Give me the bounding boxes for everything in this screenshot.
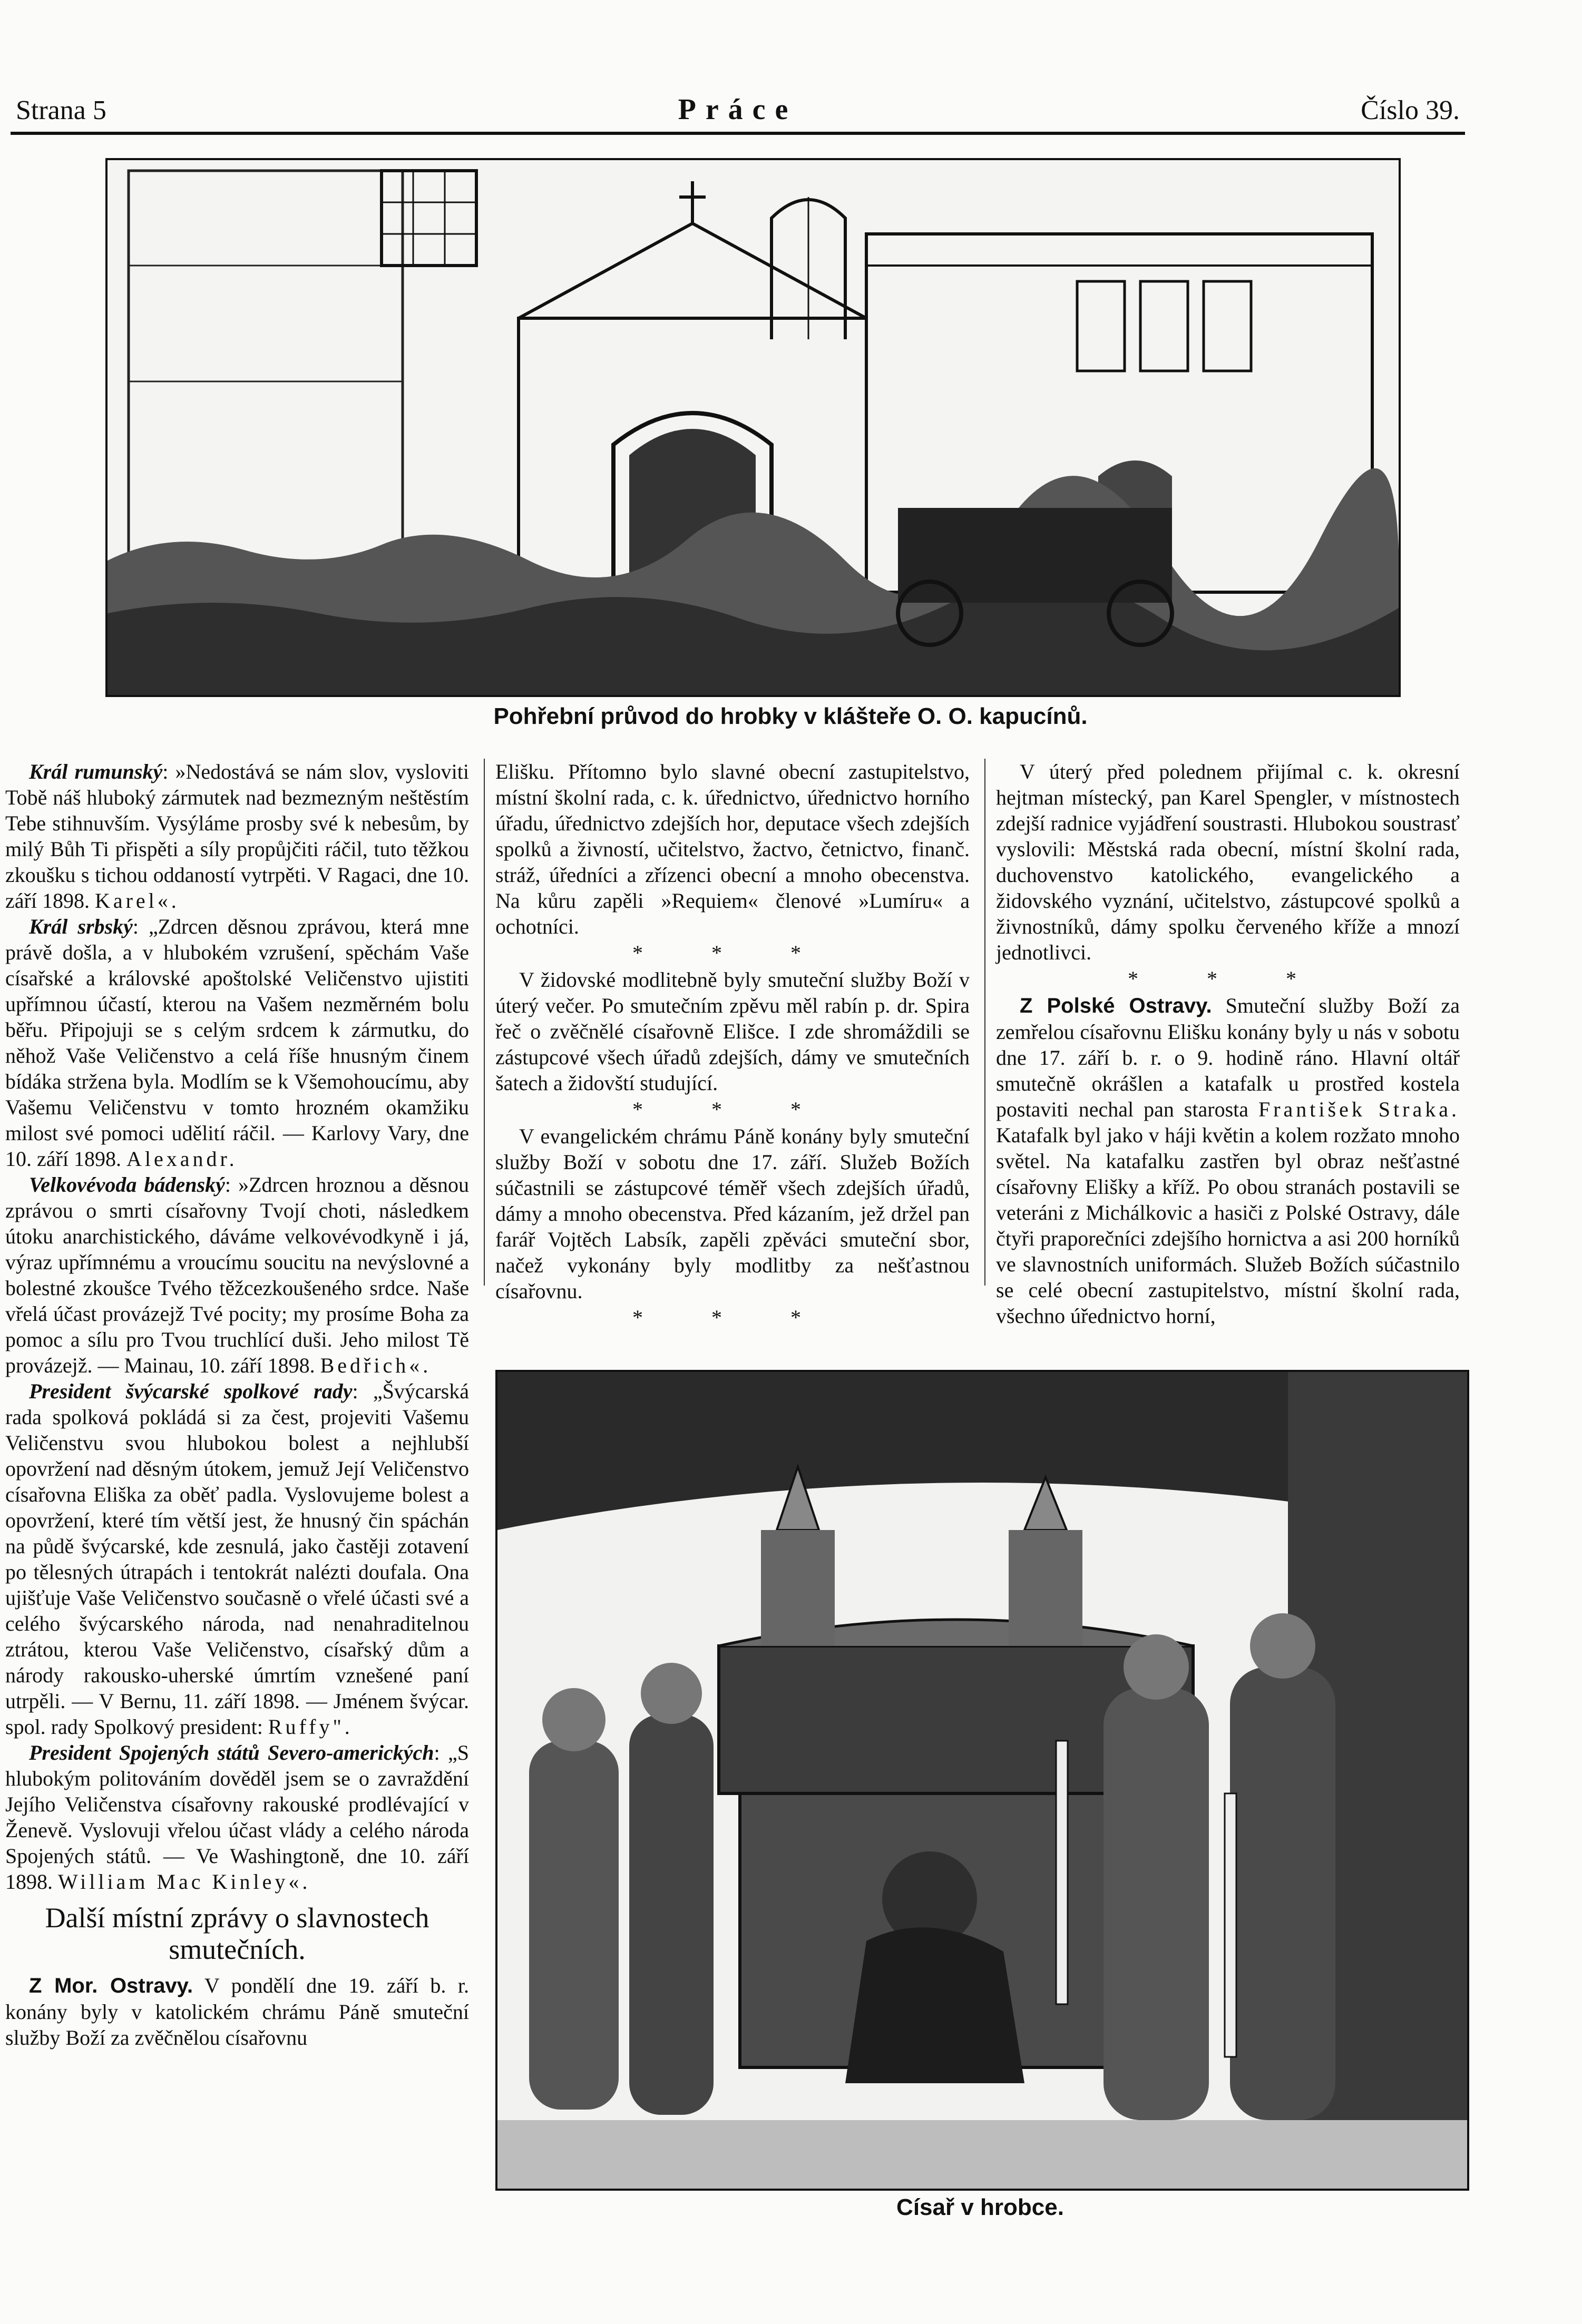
separator-stars: * * * (1128, 967, 1328, 991)
top-figure-caption: Pohřební průvod do hrobky v klášteře O. O. kapucínů. (493, 703, 1088, 729)
newspaper-title: Práce (678, 93, 798, 126)
signature: Ruffy". (268, 1715, 353, 1739)
sender-name: Velkovévoda bádenský (29, 1173, 225, 1197)
sender-name: Král rumunský (29, 760, 163, 783)
signature: Bedřich«. (320, 1354, 432, 1377)
funeral-procession-illustration (105, 158, 1401, 697)
paragraph: V evangelickém chrámu Páně konány byly smuteční služby Boží v sobotu dne 17. září. Služeb Božích súčastnili se zástupcové téměř všech zdejších úřadů, dámy a mnoho obecenstva. Před kázaním, jež držel pan farář Vojtěch Labsík, zapěli zpěváci smuteční sbor, načež vykonány byly modlitby za nešťastnou císařovnu. (495, 1124, 970, 1303)
separator-stars: * * * (632, 1097, 833, 1121)
paragraph: Král srbský: „Zdrcen děsnou zprávou, která mne právě došla, a v hlubokém vzrušení, spěchám Vaše císařské a královské apoštolské Veličenstvo ujistiti upřímnou účastí, kterou na Vašem nezměrném bolu běřu. Připojuji se s celým srdcem k zármutku, do něhož Vaše Veličenstvo a celá říše hnusným činem bídáka stržena byla. Modlím se k Všemohoucímu, aby Vašemu Veličenstvu v tomto hrozném okamžiku milost své pomoci udělití ráčil. — Karlovy Vary, dne 10. září 1898. Alexandr. (5, 915, 469, 1171)
church-drawing (108, 160, 1399, 695)
issue-number: Číslo 39. (1361, 95, 1460, 125)
signature: William Mac Kinley«. (58, 1870, 311, 1894)
sender-name: President švýcarské spolkové rady (29, 1379, 353, 1403)
page-number: Strana 5 (16, 95, 106, 125)
paragraph: Král rumunský: »Nedostává se nám slov, vysloviti Tobě náš hluboký zármutek nad bezmezným neštěstím Tebe stihnuvším. Vysýláme prosby své k nebesům, by milý Bůh Ti přispěti a síly propůjčiti ráčil, tuto těžkou zkoušku s tichou oddaností vytrpěti. V Ragaci, dne 10. září 1898. Karel«. (5, 760, 469, 913)
crypt-drawing (497, 1372, 1467, 2189)
column-3 (996, 759, 1460, 1329)
emperor-in-crypt-illustration (495, 1370, 1469, 2191)
sender-name: Král srbský (29, 915, 133, 938)
separator-stars: * * * (632, 941, 833, 965)
paragraph: Z Mor. Ostravy. V pondělí dne 19. září b. r. konány byly v katolickém chrámu Páně smuteční služby Boží za zvěčnělou císařovnu (5, 1974, 470, 2050)
column-divider (984, 759, 985, 1286)
paragraph: Elišku. Přítomno bylo slavné obecní zastupitelstvo, místní školní rada, c. k. úřednictvo, úřednictvo horního úřadu, úřednictvo zdejších hor, deputace všech zdejších spolků a živností, učitelstvo, žactvo, četnictvo, finanč. stráž, úředníci a zřízenci obecní a mnoho obecenstva. Na kůru zapěli »Requiem« členové »Lumíru« a ochotníci. (495, 760, 970, 938)
sender-name: President Spojených států Severo-amerických (29, 1741, 434, 1764)
paragraph: Velkovévoda bádenský: »Zdrcen hroznou a děsnou zprávou o smrti císařovny Tvojí choti, následkem útoku anarchistického, dáváme velkovévodkyně i já, výraz upřímnému a vroucímu soucitu na nevýslovné a bolestné zkoušce Tvého těžcezkoušeného srdce. Naše vřelá účast provázejž Tvé pocity; my prosíme Boha za pomoc a sílu pro Tvou truchlící duši. Jeho milost Tě provázejž. — Mainau, 10. září 1898. Bedřich«. (5, 1173, 469, 1377)
column-divider (484, 759, 485, 1286)
page-header (11, 90, 1465, 135)
signature: Alexandr. (126, 1147, 238, 1171)
bottom-figure-caption: Císař v hrobce. (896, 2194, 1064, 2220)
paragraph: V úterý před polednem přijímal c. k. okresní hejtman místecký, pan Karel Spengler, v místnostech zdejší radnice vyjádření soustrasti. Hlubokou soustrasť vyslovili: Městská rada obecní, místní školní rada, duchovenstvo katolického, evangelického a židovského vyznání, učitelstvo, zástupcové spolků a živnostníků, dámy spolku červeného kříže a mnozí jednotlivci. (996, 760, 1460, 964)
signature: Karel«. (94, 889, 180, 913)
place-name: Z Mor. Ostravy. (29, 1974, 193, 1997)
paragraph: President Spojených států Severo-amerických: „S hlubokým politováním dověděl jsem se o zavraždění Jejího Veličenstva císařovny rakouské prodlévající v Ženevě. Vyslovuji vřelou účast vlády a celého národa Spojených států. — Ve Washingtoně, dne 10. září 1898. William Mac Kinley«. (5, 1741, 469, 1894)
section-heading: Další místní zprávy o slavnostech smutečních. (45, 1902, 429, 1965)
paragraph: President švýcarské spolkové rady: „Švýcarská rada spolková pokládá si za čest, projeviti Vašemu Veličenstvu svou hlubokou bolest a nejhlubší opovržení nad děsným útokem, jemuž Její Veličenstvo císařovna Eliška za oběť padla. Vyslovujeme bolest a opovržení, které tím větší jest, že hnusný čin spáchán na půdě švýcarské, kde zesnulá, jako častěji zotavení po tělesných útrapách i tentokrát nalézti doufala. Ona ujišťuje Vaše Veličenstvo současně o vřelé účasti své a celého švýcarského národa, nad nenahraditelnou ztrátou, kterou Vaše Veličenstvo, císařský dům a národy rakousko-uherské úmrtím vznešené paní utrpěli. — V Bernu, 11. září 1898. — Jménem švýcar. spol. rady Spolkový president: Ruffy". (5, 1379, 469, 1739)
column-2 (495, 759, 970, 1331)
paragraph: V židovské modlitebně byly smuteční služby Boží v úterý večer. Po smutečním zpěvu měl rabín p. dr. Spira řeč o zvěčnělé císařovně Elišce. I zde shromáždili se zástupcové všech úřadů zdejších, dámy ve smutečních šatech a židovští studující. (495, 968, 970, 1095)
place-name: Z Polské Ostravy. (1020, 994, 1212, 1017)
column-1 (5, 759, 469, 2051)
person-name: František Straka. (1258, 1097, 1460, 1121)
separator-stars: * * * (632, 1306, 833, 1329)
paragraph: Z Polské Ostravy. Smuteční služby Boží za zemřelou císařovnu Elišku konány byly u nás v sobotu dne 17. září b. r. o 9. hodině ráno. Hlavní oltář smutečně okrášlen a katafalk u prostřed kostela postaviti nechal pan starosta František Straka. Katafalk byl jako v háji květin a kolem rozžato mnoho světel. Na katafalku zastřen byl obraz nešťastné císařovny Elišky a kříž. Po obou stranách postavili se veteráni z Michálkovic a hasiči z Polské Ostravy, dále čtyři praporečníci zdejšího hornictva a asi 200 horníků ve slavnostních uniformách. Služeb Božích súčastnilo se celé obecní zastupitelstvo, místní školní rada, všechno úřednictvo horní, (996, 994, 1460, 1328)
